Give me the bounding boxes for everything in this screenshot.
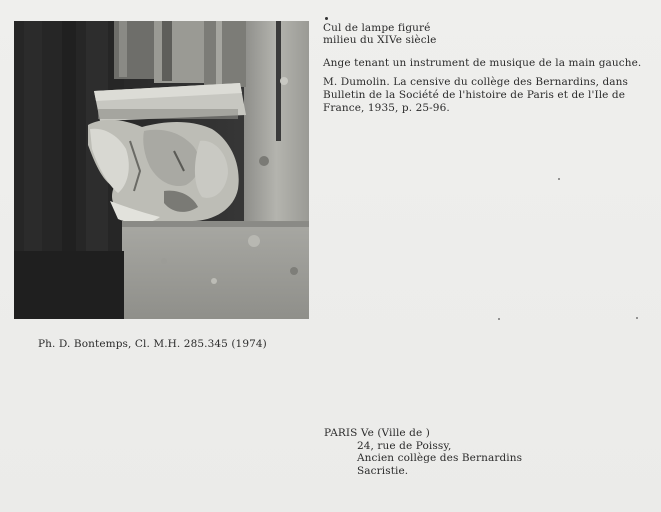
description: Ange tenant un instrument de musique de la main gauche.	[323, 57, 642, 69]
photo-graphic	[14, 21, 309, 319]
photo-credit: Ph. D. Bontemps, Cl. M.H. 285.345 (1974)	[38, 338, 267, 350]
title-line-2: milieu du XIVe siècle	[323, 34, 437, 46]
location-line-3: Ancien collège des Bernardins	[357, 452, 523, 464]
bibliography-line-2: Bulletin de la Société de l'histoire de Paris et de l'Ile de	[323, 89, 626, 101]
location-line-2: 24, rue de Poissy,	[357, 440, 452, 452]
bullet-dot	[325, 17, 328, 20]
bibliography-line-1: M. Dumolin. La censive du collège des Bernardins, dans	[323, 76, 629, 88]
paper-speck	[558, 178, 560, 180]
bibliography-line-3: France, 1935, p. 25-96.	[323, 102, 450, 114]
paper-speck	[498, 318, 500, 320]
location-line-1: PARIS Ve (Ville de )	[324, 427, 430, 439]
sculpture-photograph	[14, 21, 309, 319]
location-line-4: Sacristie.	[357, 465, 409, 477]
title-line-1: Cul de lampe figuré	[323, 22, 431, 34]
paper-speck	[636, 317, 638, 319]
